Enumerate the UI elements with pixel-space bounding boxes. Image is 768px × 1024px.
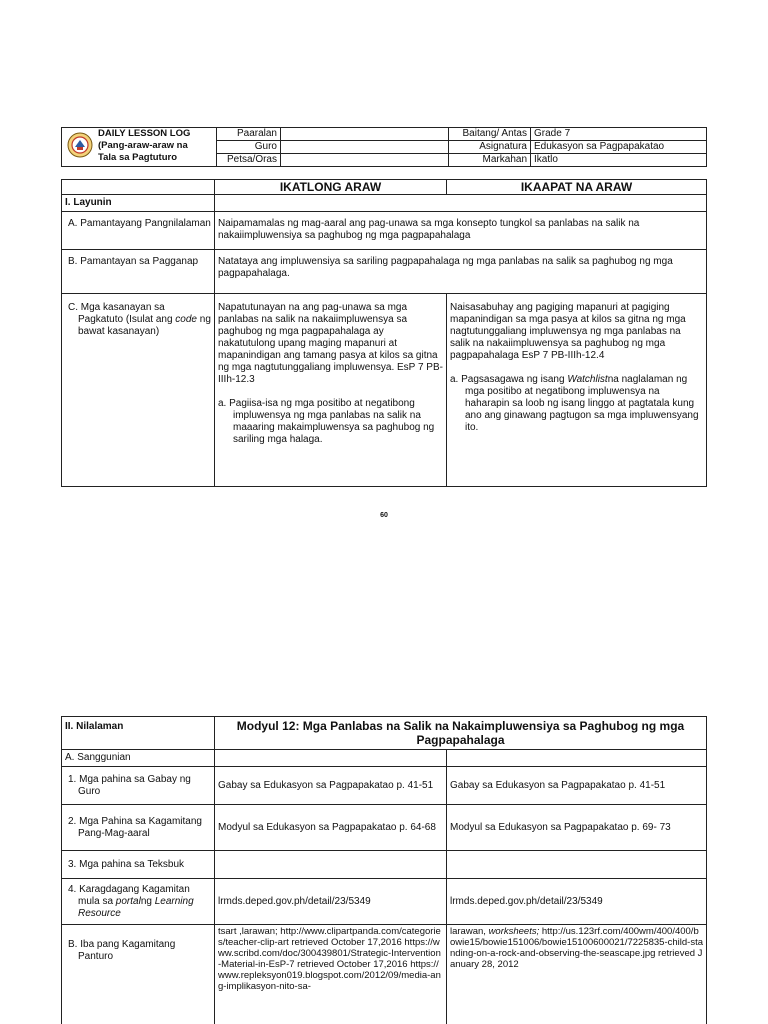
asignatura-value: Edukasyon sa Pagpapakatao: [531, 141, 707, 154]
content-table: [61, 716, 707, 1024]
kasanayan-day3: [215, 294, 447, 487]
sanggunian-label: A. Sanggunian: [62, 750, 215, 767]
kasanayan-label: [62, 294, 215, 487]
guro-value: [281, 141, 449, 154]
kasanayan-day4-item-a-watchlist: Watchlist: [567, 374, 608, 385]
baitang-label: Baitang/ Antas: [449, 128, 531, 141]
paaralan-value: [281, 128, 449, 141]
kasanayan-day4-item-a-part2: na naglalaman ng mga positibo at negatibong impluwensya na haharapin sa loob ng isang linggo at pagtatala kung ano ang ginawang pagtugon sa mga impluwensyang ito.: [465, 374, 699, 433]
header-table: [61, 127, 707, 167]
teksbuk-day4: [447, 851, 707, 879]
sanggunian-day3: [215, 750, 447, 767]
petsa-label: Petsa/Oras: [217, 154, 281, 167]
iba-pang-kagamitan-day4-part1: larawan,: [450, 926, 489, 937]
karagdagang-kagamitan-label-part2: ng: [140, 895, 155, 907]
karagdagang-kagamitan-label-part1: 4. Karagdagang Kagamitan mula sa: [68, 883, 190, 907]
kasanayan-day4-text: Naisasabuhay ang pagiging mapanuri at pagiging mapanindigan sa mga pasya at kilos sa gitna ng mga nagtutunggaliang impluwensya ng mga panlabas na salik na nakaiimpluwensya sa paghubog ng mga pagpapahalaga EsP 7 PB-IIIh-12.4: [450, 302, 686, 361]
karagdagang-kagamitan-label-portal: portal: [115, 895, 141, 907]
markahan-value: Ikatlo: [531, 154, 707, 167]
teksbuk-label: 3. Mga pahina sa Teksbuk: [62, 851, 215, 879]
title-line3: Tala sa Pagtuturo: [98, 152, 178, 163]
page-number: 60: [380, 512, 388, 519]
kasanayan-day4-item-a-part1: a. Pagsasagawa ng isang: [450, 374, 568, 385]
layunin-value: [215, 195, 707, 212]
objectives-table: [61, 179, 707, 487]
day4-header: IKAAPAT NA ARAW: [447, 180, 707, 195]
markahan-label: Markahan: [449, 154, 531, 167]
karagdagang-kagamitan-label: [62, 879, 215, 925]
baitang-value: Grade 7: [531, 128, 707, 141]
kasanayan-label-part2: ng bawat kasanayan): [78, 314, 211, 337]
petsa-value: [281, 154, 449, 167]
kagamitang-mag-aaral-day3: Modyul sa Edukasyon sa Pagpapakatao p. 64-68: [215, 805, 447, 851]
karagdagang-kagamitan-label-lr: Learning Resource: [78, 895, 194, 919]
iba-pang-kagamitan-day3: tsart ,larawan; http://www.clipartpanda.com/categories/teacher-clip-art retrieved October 17,2016 https://www.scribd.com/doc/300439801/Strategic-Intervention-Material-in-EsP-7 retrieved October 17,2016 https://www.repleksyon019.blogspot.com/2012/09/media-ang-implikasyon-nito-sa-: [215, 925, 447, 1024]
pamantayan-pagganap-label: B. Pamantayan sa Pagganap: [62, 250, 215, 294]
guro-label: Guro: [217, 141, 281, 154]
corner-cell: [62, 180, 215, 195]
kasanayan-day4: [447, 294, 707, 487]
asignatura-label: Asignatura: [449, 141, 531, 154]
kagamitang-mag-aaral-label: 2. Mga Pahina sa Kagamitang Pang-Mag-aaral: [62, 805, 215, 851]
deped-seal-icon: [67, 132, 93, 158]
paaralan-label: Paaralan: [217, 128, 281, 141]
nilalaman-label: II. Nilalaman: [62, 717, 215, 750]
gabay-guro-day3: Gabay sa Edukasyon sa Pagpapakatao p. 41-51: [215, 767, 447, 805]
sanggunian-day4: [447, 750, 707, 767]
kasanayan-label-code: code: [175, 314, 197, 325]
day3-header: IKATLONG ARAW: [215, 180, 447, 195]
kagamitang-mag-aaral-day4: Modyul sa Edukasyon sa Pagpapakatao p. 69- 73: [447, 805, 707, 851]
pamantayang-pangnilalaman-label: A. Pamantayang Pangnilalaman: [62, 212, 215, 250]
pamantayang-pangnilalaman-text: Naipamamalas ng mag-aaral ang pag-unawa sa mga konsepto tungkol sa panlabas na salik na nakaiimpluwensiya sa paghubog ng mga pagpapahalaga: [215, 212, 707, 250]
modyul-title: Modyul 12: Mga Panlabas na Salik na Nakaimpluwensiya sa Paghubog ng mga Pagpapahalaga: [215, 717, 707, 750]
pamantayan-pagganap-text: Natataya ang impluwensiya sa sariling pagpapahalaga ng mga panlabas na salik sa paghubog ng mga pagpapahalaga.: [215, 250, 707, 294]
title-line1: DAILY LESSON LOG: [98, 128, 191, 139]
karagdagang-kagamitan-day3: lrmds.deped.gov.ph/detail/23/5349: [215, 879, 447, 925]
iba-pang-kagamitan-label: B. Iba pang Kagamitang Panturo: [62, 925, 215, 1024]
gabay-guro-day4: Gabay sa Edukasyon sa Pagpapakatao p. 41-51: [447, 767, 707, 805]
kasanayan-day3-item-a: a. Pagiisa-isa ng mga positibo at negatibong impluwensya ng mga panlabas na salik na maaaring makaimpluwensya sa paghubog ng sariling mga halaga.: [218, 398, 435, 445]
iba-pang-kagamitan-day4-worksheets: worksheets;: [488, 926, 540, 937]
karagdagang-kagamitan-day4: lrmds.deped.gov.ph/detail/23/5349: [447, 879, 707, 925]
gabay-guro-label: 1. Mga pahina sa Gabay ng Guro: [62, 767, 215, 805]
title-cell: [62, 128, 217, 167]
iba-pang-kagamitan-day4: [447, 925, 707, 1024]
kasanayan-day4-item-a: [450, 374, 703, 434]
teksbuk-day3: [215, 851, 447, 879]
title-line2: (Pang-araw-araw na: [98, 140, 188, 151]
iba-pang-kagamitan-day4-part2: http://us.123rf.com/400wm/400/400/bowie15/bowie151006/bowie15100600021/7225835-child-standing-on-a-rock-and-observing-the-seascape.jpg retrieved January 28, 2012: [450, 926, 704, 970]
kasanayan-label-part1: C. Mga kasanayan sa Pagkatuto (Isulat ang: [68, 302, 176, 325]
kasanayan-day3-text: Napatutunayan na ang pag-unawa sa mga panlabas na salik na nakaiimpluwensya sa paghubog ng mga pagpapahalaga ay nakatutulong upang maging mapanuri at mapanindigan ang tamang pasya at kilos sa gitna ng mga nagtutunggaliang impluwensya. EsP 7 PB-IIIh-12.3: [218, 302, 443, 385]
layunin-label: I. Layunin: [62, 195, 215, 212]
